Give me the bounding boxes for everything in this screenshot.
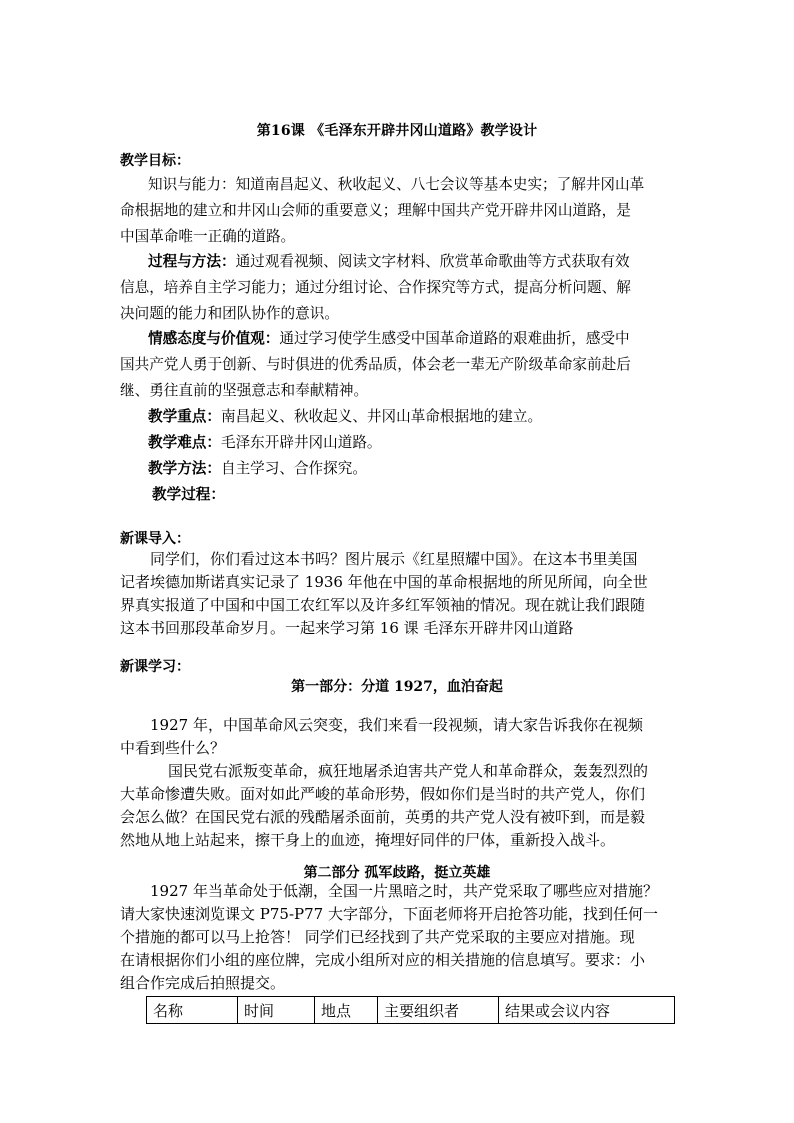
method-line: 教学方法：自主学习、合作探究。 [148,460,367,477]
part1-title: 第一部分：分道 1927，血泊奋起 [291,679,503,695]
process-label: 过程与方法： [148,253,236,270]
part2-title: 第二部分 孤军歧路，挺立英雄 [303,865,491,881]
procedure-label: 教学过程： [152,486,225,503]
part1-paragraph-1: 1927 年，中国革命风云突变，我们来看一段视频，请大家告诉我你在视频 中看到些什么？ [120,716,643,757]
intro-heading: 新课导入： [120,531,190,547]
study-heading: 新课学习： [120,659,190,675]
measures-table [146,996,675,1024]
method-label: 教学方法： [148,460,221,477]
part2-paragraph: 1927 年当革命处于低潮，全国一片黑暗之时，共产党采取了哪些应对措施？ 请大家快速浏览课文 P75-P77 大字部分，下面老师将开启抢答功能，找到任何一 个措施的都可以马上抢答！ 同学们已经找到了共产党采取的主要应对措施。现 在请根据你们小组的座位牌，完成小组所对应的相关措施的信息填写。要求：小 组合作完成后拍照提交。 [120,882,658,992]
difficulty-label: 教学难点： [148,434,221,451]
key-points-line: 教学重点：南昌起义、秋收起义、井冈山革命根据地的建立。 [148,408,543,425]
emotion-label: 情感态度与价值观： [148,330,280,347]
intro-paragraph: 同学们，你们看过这本书吗？图片展示《红星照耀中国》。在这本书里美国 记者埃德加斯诺真实记录了 1936 年他在中国的革命根据地的所见所闻，向全世 界真实报道了中国和中国工农红军以及许多红军领袖的情况。现在就让我们跟随 这本书回那段革命岁月。一起来学习第 16 课 毛泽东开辟井冈山道路 [120,550,648,637]
table-header-cell: 名称 [147,997,238,1024]
document-title: 第16课 《毛泽东开辟井冈山道路》教学设计 [256,123,538,139]
table-header-cell: 结果或会议内容 [499,997,675,1024]
emotion-paragraph: 情感态度与价值观：通过学习使学生感受中国革命道路的艰难曲折，感受中 国共产党人勇于创新、与时俱进的优秀品质，体会老一辈无产阶级革命家前赴后 继、勇往直前的坚强意志和奉献精神。 [120,330,631,399]
difficulty-line: 教学难点：毛泽东开辟井冈山道路。 [148,434,382,451]
table-header-cell: 主要组织者 [378,997,499,1024]
part1-paragraph-2: 国民党右派叛变革命，疯狂地屠杀迫害共产党人和革命群众，轰轰烈烈的 大革命惨遭失败。面对如此严峻的革命形势，假如你们是当时的共产党人，你们 会怎么做？在国民党右派的残酷屠杀面前，英勇的共产党人没有被吓到，而是毅 然地从地上站起来，擦干身上的血迹，掩埋好同伴的尸体，重新投入战斗。 [120,762,649,849]
table-header-cell: 时间 [238,997,315,1024]
table-header-cell: 地点 [315,997,378,1024]
objectives-heading: 教学目标： [120,153,190,169]
key-points-label: 教学重点： [148,408,221,425]
procedure-line [152,482,225,508]
table-header-row [147,997,675,1024]
knowledge-paragraph: 知识与能力：知道南昌起义、秋收起义、八七会议等基本史实；了解井冈山革 命根据地的建立和井冈山会师的重要意义；理解中国共产党开辟井冈山道路，是 中国革命唯一正确的道路。 [120,176,645,245]
knowledge-label: 知识与能力： [148,176,236,193]
process-paragraph: 过程与方法：通过观看视频、阅读文字材料、欣赏革命歌曲等方式获取有效 信息，培养自主学习能力；通过分组讨论、合作探究等方式，提高分析问题、解 决问题的能力和团队协作的意识。 [120,253,631,322]
